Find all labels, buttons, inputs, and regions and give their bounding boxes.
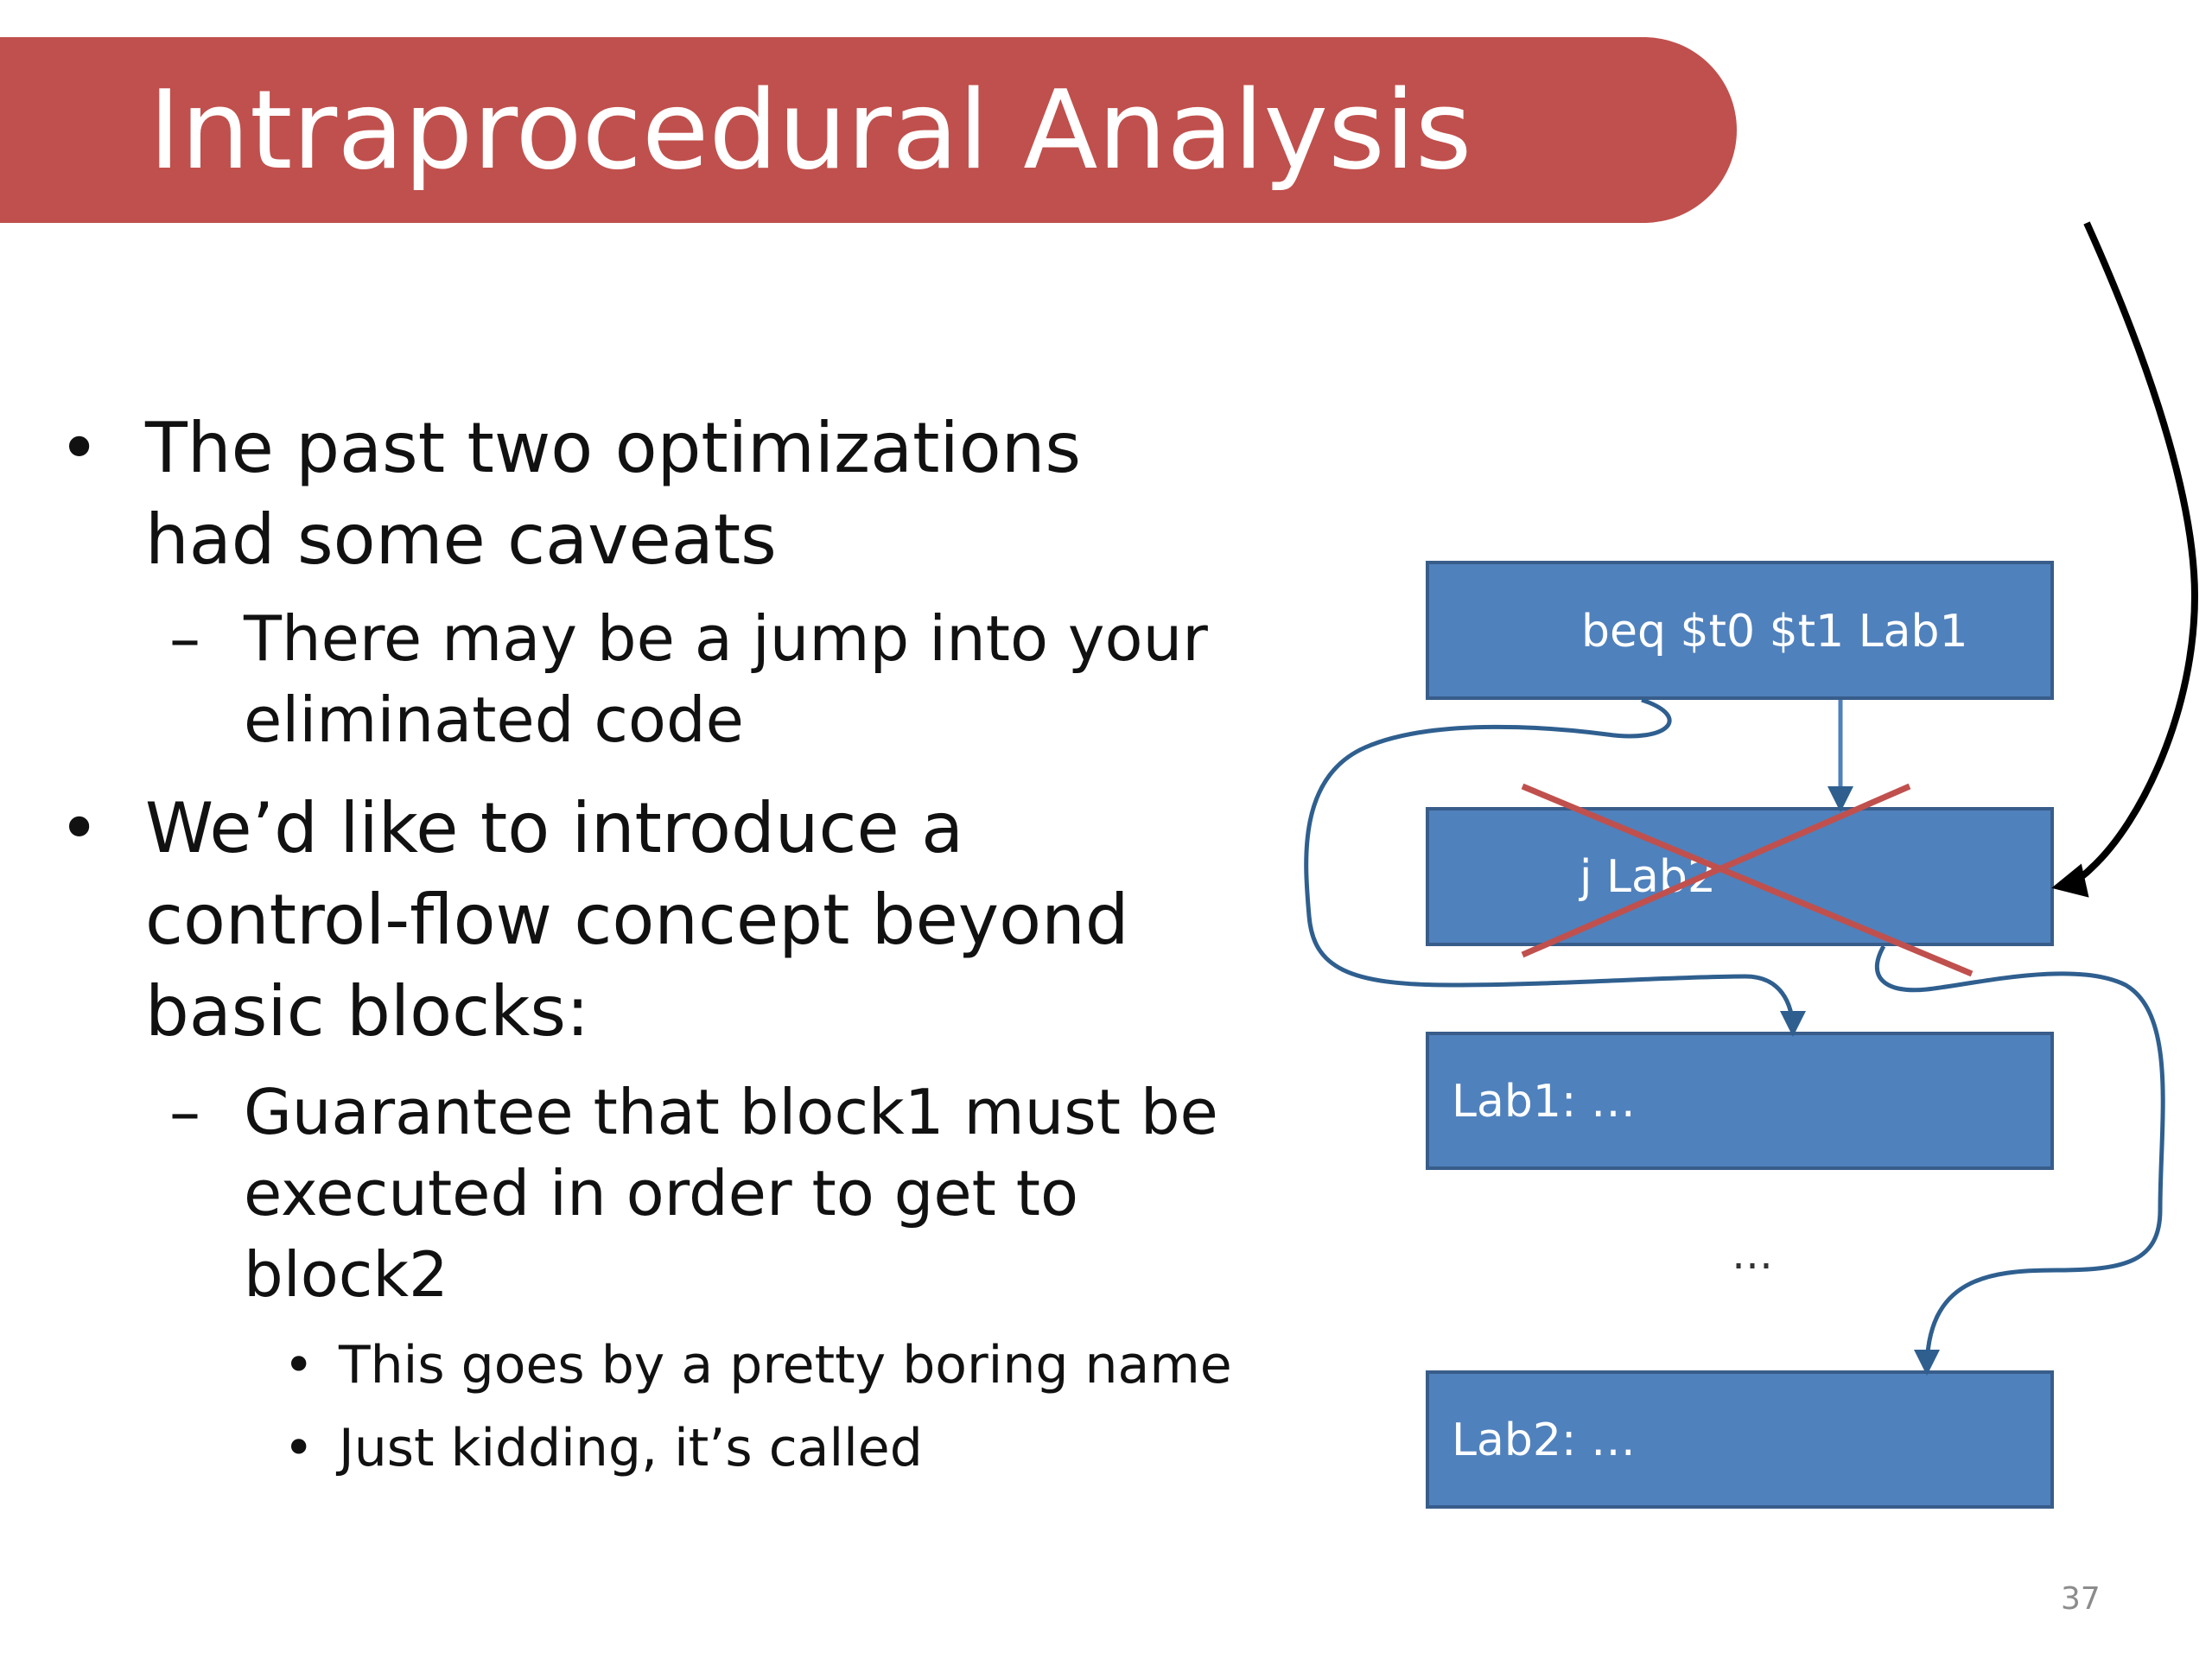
block-lab1-label: Lab1: … bbox=[1452, 1076, 1636, 1128]
sub-sub-bullet-marker: • bbox=[283, 1335, 315, 1395]
slide-title: Intraprocedural Analysis bbox=[149, 67, 1472, 194]
bullet-marker: • bbox=[59, 408, 100, 488]
sub-bullet-text: Guarantee that block1 must be bbox=[244, 1076, 1218, 1148]
sub-bullet-text: executed in order to get to bbox=[244, 1157, 1079, 1230]
bullet-text: had some caveats bbox=[145, 499, 777, 580]
sub-bullet-text: There may be a jump into your bbox=[244, 602, 1208, 675]
sub-bullet-text: block2 bbox=[244, 1238, 448, 1311]
block-lab2-label: Lab2: … bbox=[1452, 1414, 1636, 1466]
sub-bullet-text: eliminated code bbox=[244, 683, 744, 756]
bullet-text: control-flow concept beyond bbox=[145, 880, 1129, 960]
sub-sub-bullet-marker: • bbox=[283, 1418, 315, 1478]
block-j-lab2-label: j Lab2 bbox=[1580, 851, 1716, 903]
bullet-text: The past two optimizations bbox=[145, 408, 1082, 488]
external-jump-arrow bbox=[2058, 223, 2195, 887]
block-beq-label: beq $t0 $t1 Lab1 bbox=[1581, 606, 1968, 658]
sub-sub-bullet-text: This goes by a pretty boring name bbox=[339, 1335, 1232, 1395]
bullet-marker: • bbox=[59, 788, 100, 868]
page-number: 37 bbox=[2061, 1581, 2101, 1617]
bullet-text: basic blocks: bbox=[145, 971, 590, 1052]
sub-bullet-marker: – bbox=[169, 1076, 200, 1148]
sub-sub-bullet-text: Just kidding, it’s called bbox=[339, 1418, 923, 1478]
sub-bullet-marker: – bbox=[169, 602, 200, 675]
gap-ellipsis: … bbox=[1732, 1230, 1773, 1279]
bullet-text: We’d like to introduce a bbox=[145, 788, 964, 868]
